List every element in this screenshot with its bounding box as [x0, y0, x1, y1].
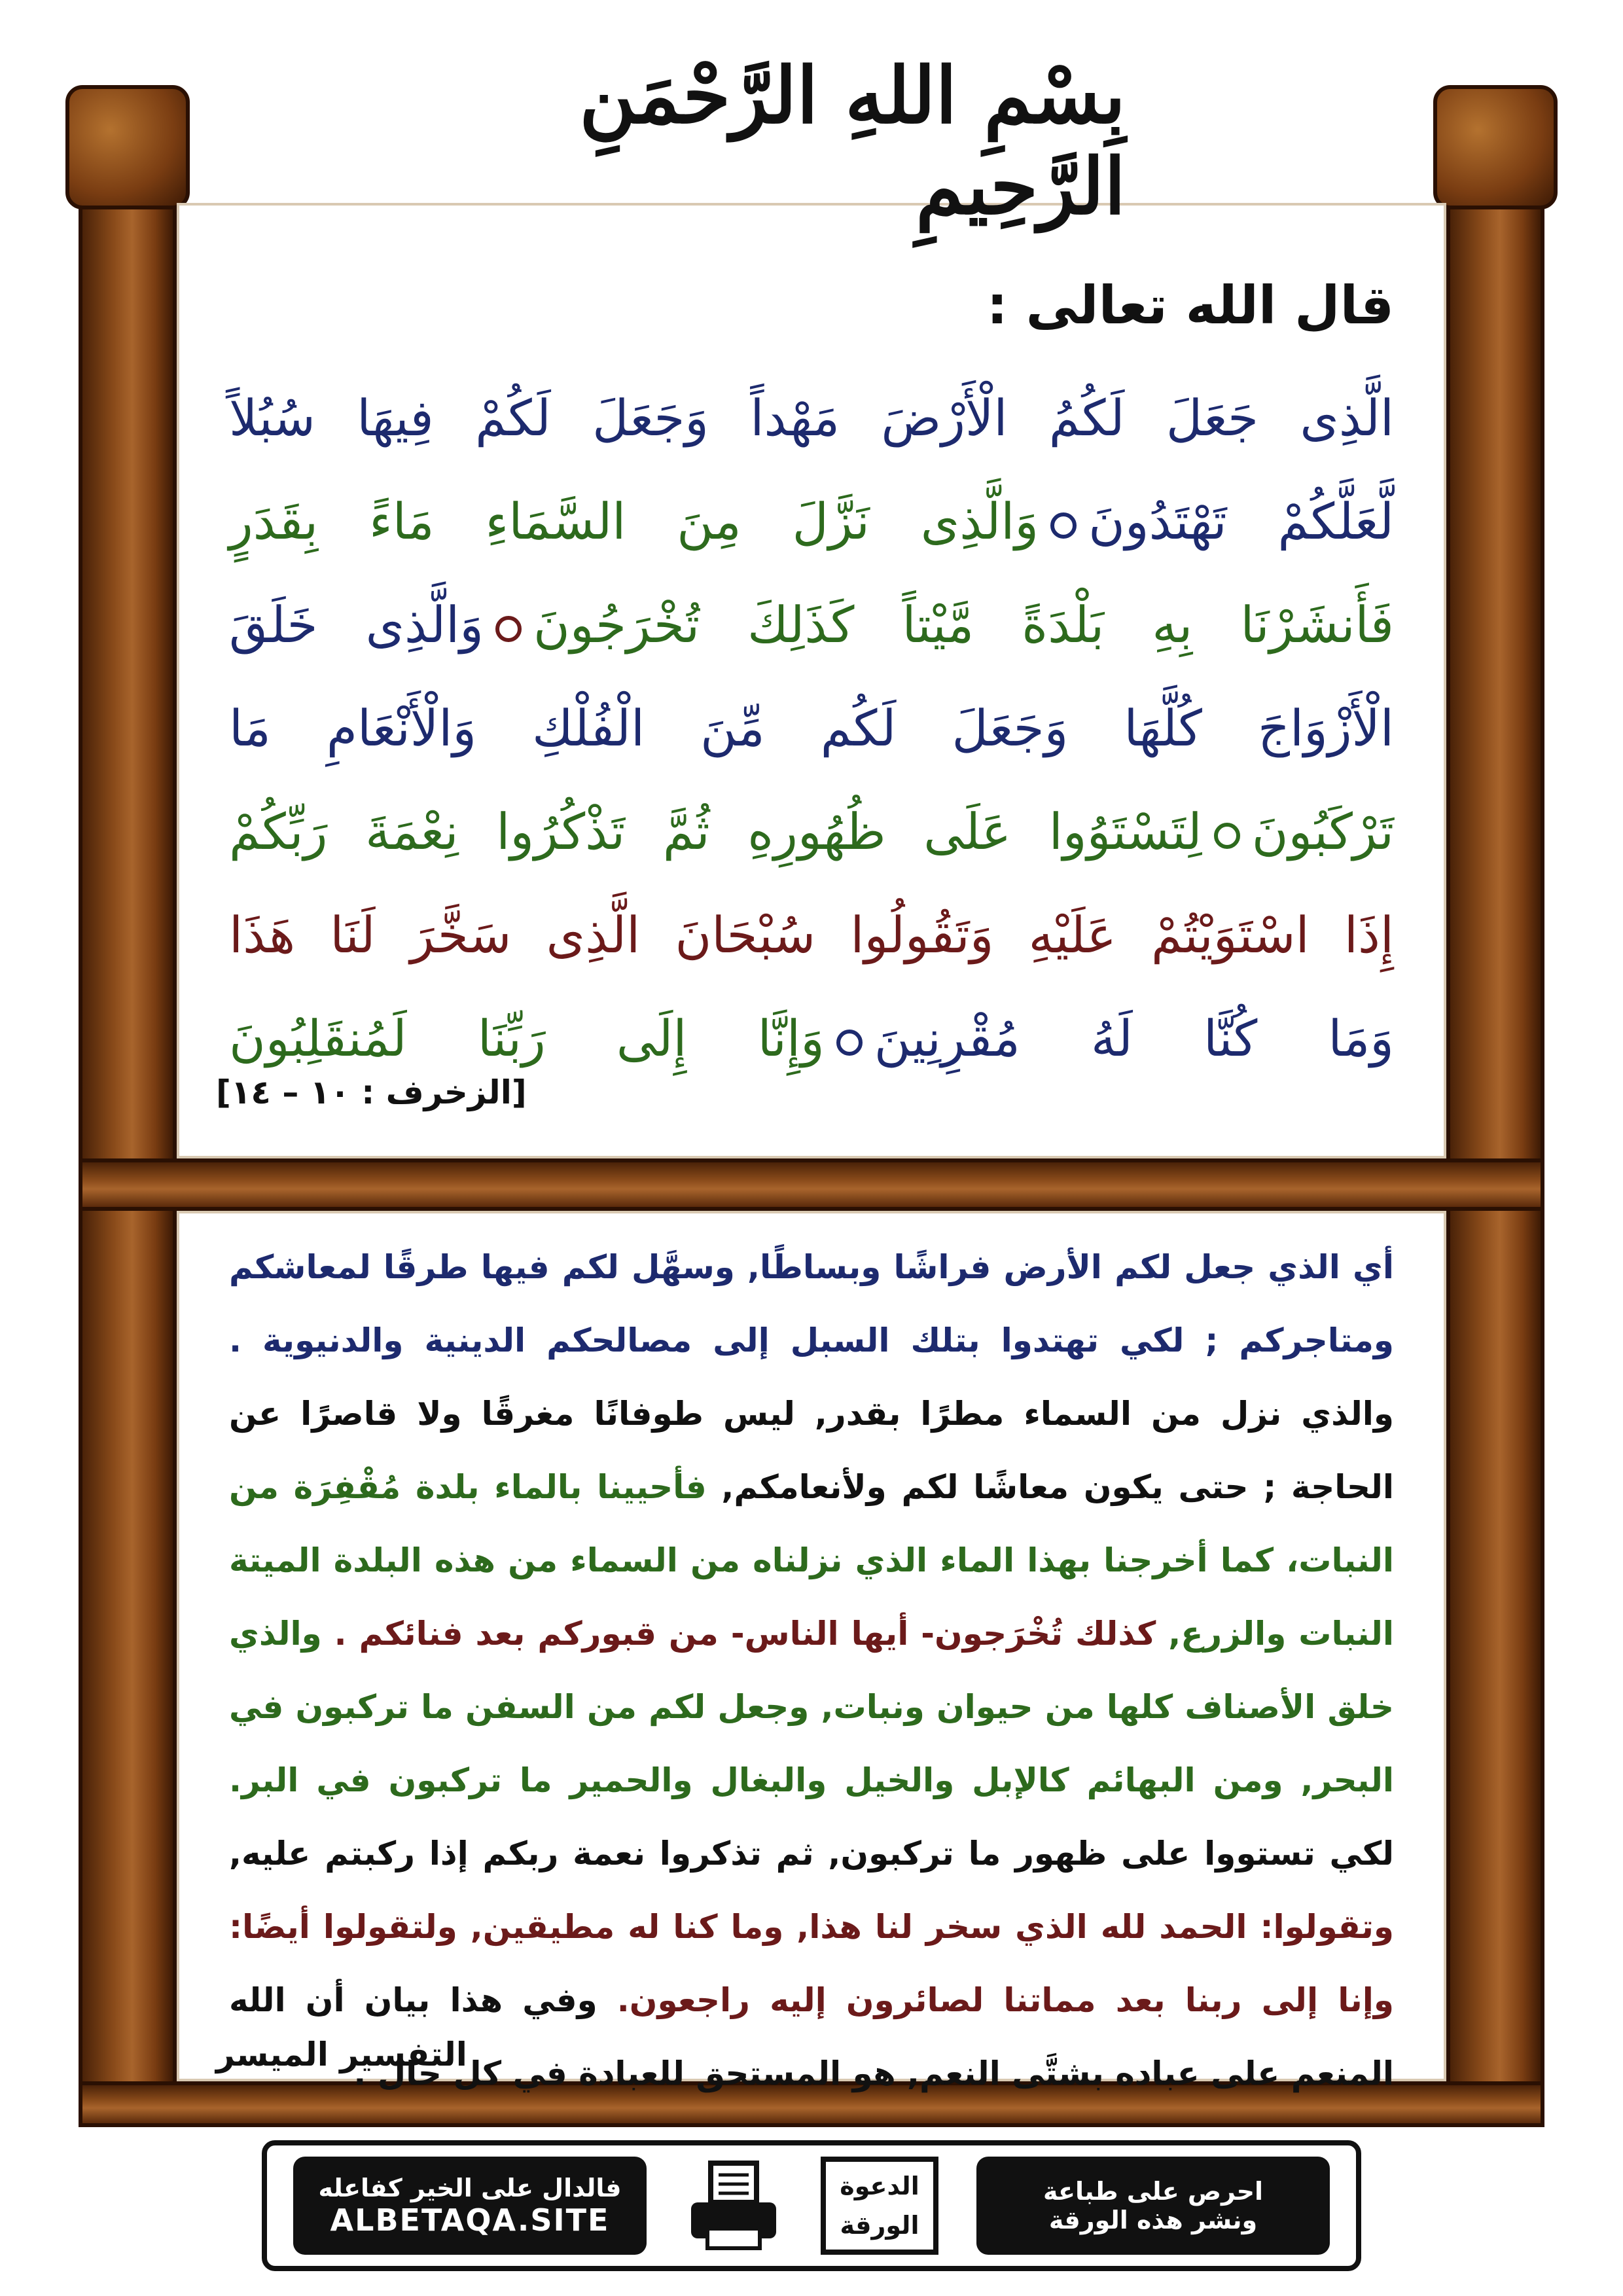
website-link[interactable]: ALBETAQA.SITE	[330, 2202, 610, 2238]
tafsir-segment: فأحيينا بالماء بلدة مُقْفِرَة من النبات، كما أخرجنا بهذا الماء الذي نزلناه من السماء من هذه البلدة الميتة النبات والزرع,	[229, 1468, 1394, 1653]
print-reminder-line1: احرص على طباعة	[1043, 2177, 1264, 2206]
tafsir-segment: والذي خلق الأصناف كلها من حيوان ونبات, وجعل لكم من السفن ما تركبون في البحر, ومن البهائم كالإبل والخيل والبغال والحمير ما تركبون في البر.	[229, 1615, 1394, 1799]
tafsir-segment: وفي هذا بيان أن الله المنعم على عباده بشتَّى النعم, هو المستحق للعبادة في كل حال .	[229, 1981, 1394, 2092]
logo-word-dawa: الدعوة	[840, 2172, 919, 2200]
verse-segment: الْأَزْوَاجَ كُلَّهَا وَجَعَلَ لَكُم مِّنَ الْفُلْكِ وَالْأَنْعَامِ مَا	[229, 699, 1394, 757]
verse-line	[229, 677, 1394, 780]
print-reminder-badge	[976, 2157, 1330, 2255]
verse-end-marker-icon	[836, 1030, 863, 1056]
verse-line	[229, 367, 1394, 470]
verse-segment: لِتَسْتَوُوا عَلَى ظُهُورِهِ ثُمَّ تَذْكُرُوا نِعْمَةَ رَبِّكُمْ	[229, 802, 1202, 861]
tafsir-segment: لكي تستووا على ظهور ما تركبون, ثم تذكروا نعمة ربكم إذا ركبتم عليه,	[229, 1835, 1394, 1873]
basmala-text: بِسْمِ اللهِ الرَّحْمَنِ الرَّحِيمِ	[579, 50, 1126, 232]
tafsir-source: التفسير الميسر	[216, 2036, 467, 2073]
verse-segment: الَّذِى جَعَلَ لَكُمُ الْأَرْضَ مَهْداً وَجَعَلَ لَكُمْ فِيهَا سُبُلاً	[229, 389, 1394, 447]
tafsir-segment: والذي نزل من السماء مطرًا بقدر, ليس طوفانًا مغرقًا ولا قاصرًا عن الحاجة ; حتى يكون معاشًا لكم ولأنعامكم,	[229, 1395, 1394, 1506]
verse-segment: وَمَا كُنَّا لَهُ مُقْرِنِينَ	[874, 1009, 1394, 1067]
verse-segment: إِذَا اسْتَوَيْتُمْ عَلَيْهِ وَتَقُولُوا سُبْحَانَ الَّذِى سَخَّرَ لَنَا هَذَا	[229, 906, 1394, 964]
printer-icon	[685, 2157, 783, 2255]
tafsir-text	[229, 1230, 1394, 2110]
frame-middle-beam	[79, 1158, 1544, 1211]
tafsir-segment: أي الذي جعل لكم الأرض فراشًا وبساطًا, وسهَّل لكم فيها طرقًا لمعاشكم ومتاجركم ; لكي تهتدوا بتلك السبل إلى مصالحكم الدينية والدنيوية .	[229, 1248, 1394, 1359]
verse-segment: وَالَّذِى خَلَقَ	[229, 596, 484, 654]
frame-cap-top-left	[65, 85, 190, 209]
verse-heading: قال الله تعالى :	[986, 275, 1394, 336]
verse-segment: تَرْكَبُونَ	[1251, 802, 1394, 861]
verse-line	[229, 573, 1394, 677]
verse-segment: لَّعَلَّكُمْ تَهْتَدُونَ	[1088, 492, 1395, 550]
footer-proverb: فالدال على الخير كفاعله	[318, 2174, 622, 2202]
verse-segment: فَأَنشَرْنَا بِهِ بَلْدَةً مَّيْتاً كَذَلِكَ تُخْرَجُونَ	[533, 596, 1394, 654]
verse-line	[229, 470, 1394, 573]
verse-end-marker-icon	[495, 616, 522, 642]
logo-word-paper: الورقة	[840, 2211, 919, 2240]
tafsir-segment: كذلك تُخْرَجون- أيها الناس- من قبوركم بعد فنائكم .	[321, 1615, 1156, 1653]
print-reminder-line2: ونشر هذه الورقة	[1048, 2206, 1258, 2234]
quran-verses	[229, 367, 1394, 1090]
verse-line	[229, 884, 1394, 987]
frame-right-pillar	[1446, 98, 1544, 2114]
verse-segment: وَإِنَّا إِلَى رَبِّنَا لَمُنقَلِبُونَ	[229, 1009, 825, 1067]
dawa-logo	[821, 2157, 938, 2255]
verse-end-marker-icon	[1214, 823, 1240, 849]
surah-reference: [الزخرف : ١٠ – ١٤]	[216, 1073, 527, 1111]
basmala-calligraphy	[497, 50, 1126, 232]
verse-segment: وَالَّذِى نَزَّلَ مِنَ السَّمَاءِ مَاءً بِقَدَرٍ	[229, 492, 1039, 550]
frame-left-pillar	[79, 98, 177, 2114]
verse-end-marker-icon	[1050, 512, 1077, 539]
frame-cap-top-right	[1433, 85, 1558, 209]
footer-bar	[262, 2140, 1361, 2271]
verse-line	[229, 780, 1394, 884]
website-badge[interactable]	[293, 2157, 647, 2255]
tafsir-segment: وتقولوا: الحمد لله الذي سخر لنا هذا, وما كنا له مطيقين, ولتقولوا أيضًا: وإنا إلى ربنا بعد مماتنا لصائرون إليه راجعون.	[229, 1908, 1394, 2019]
